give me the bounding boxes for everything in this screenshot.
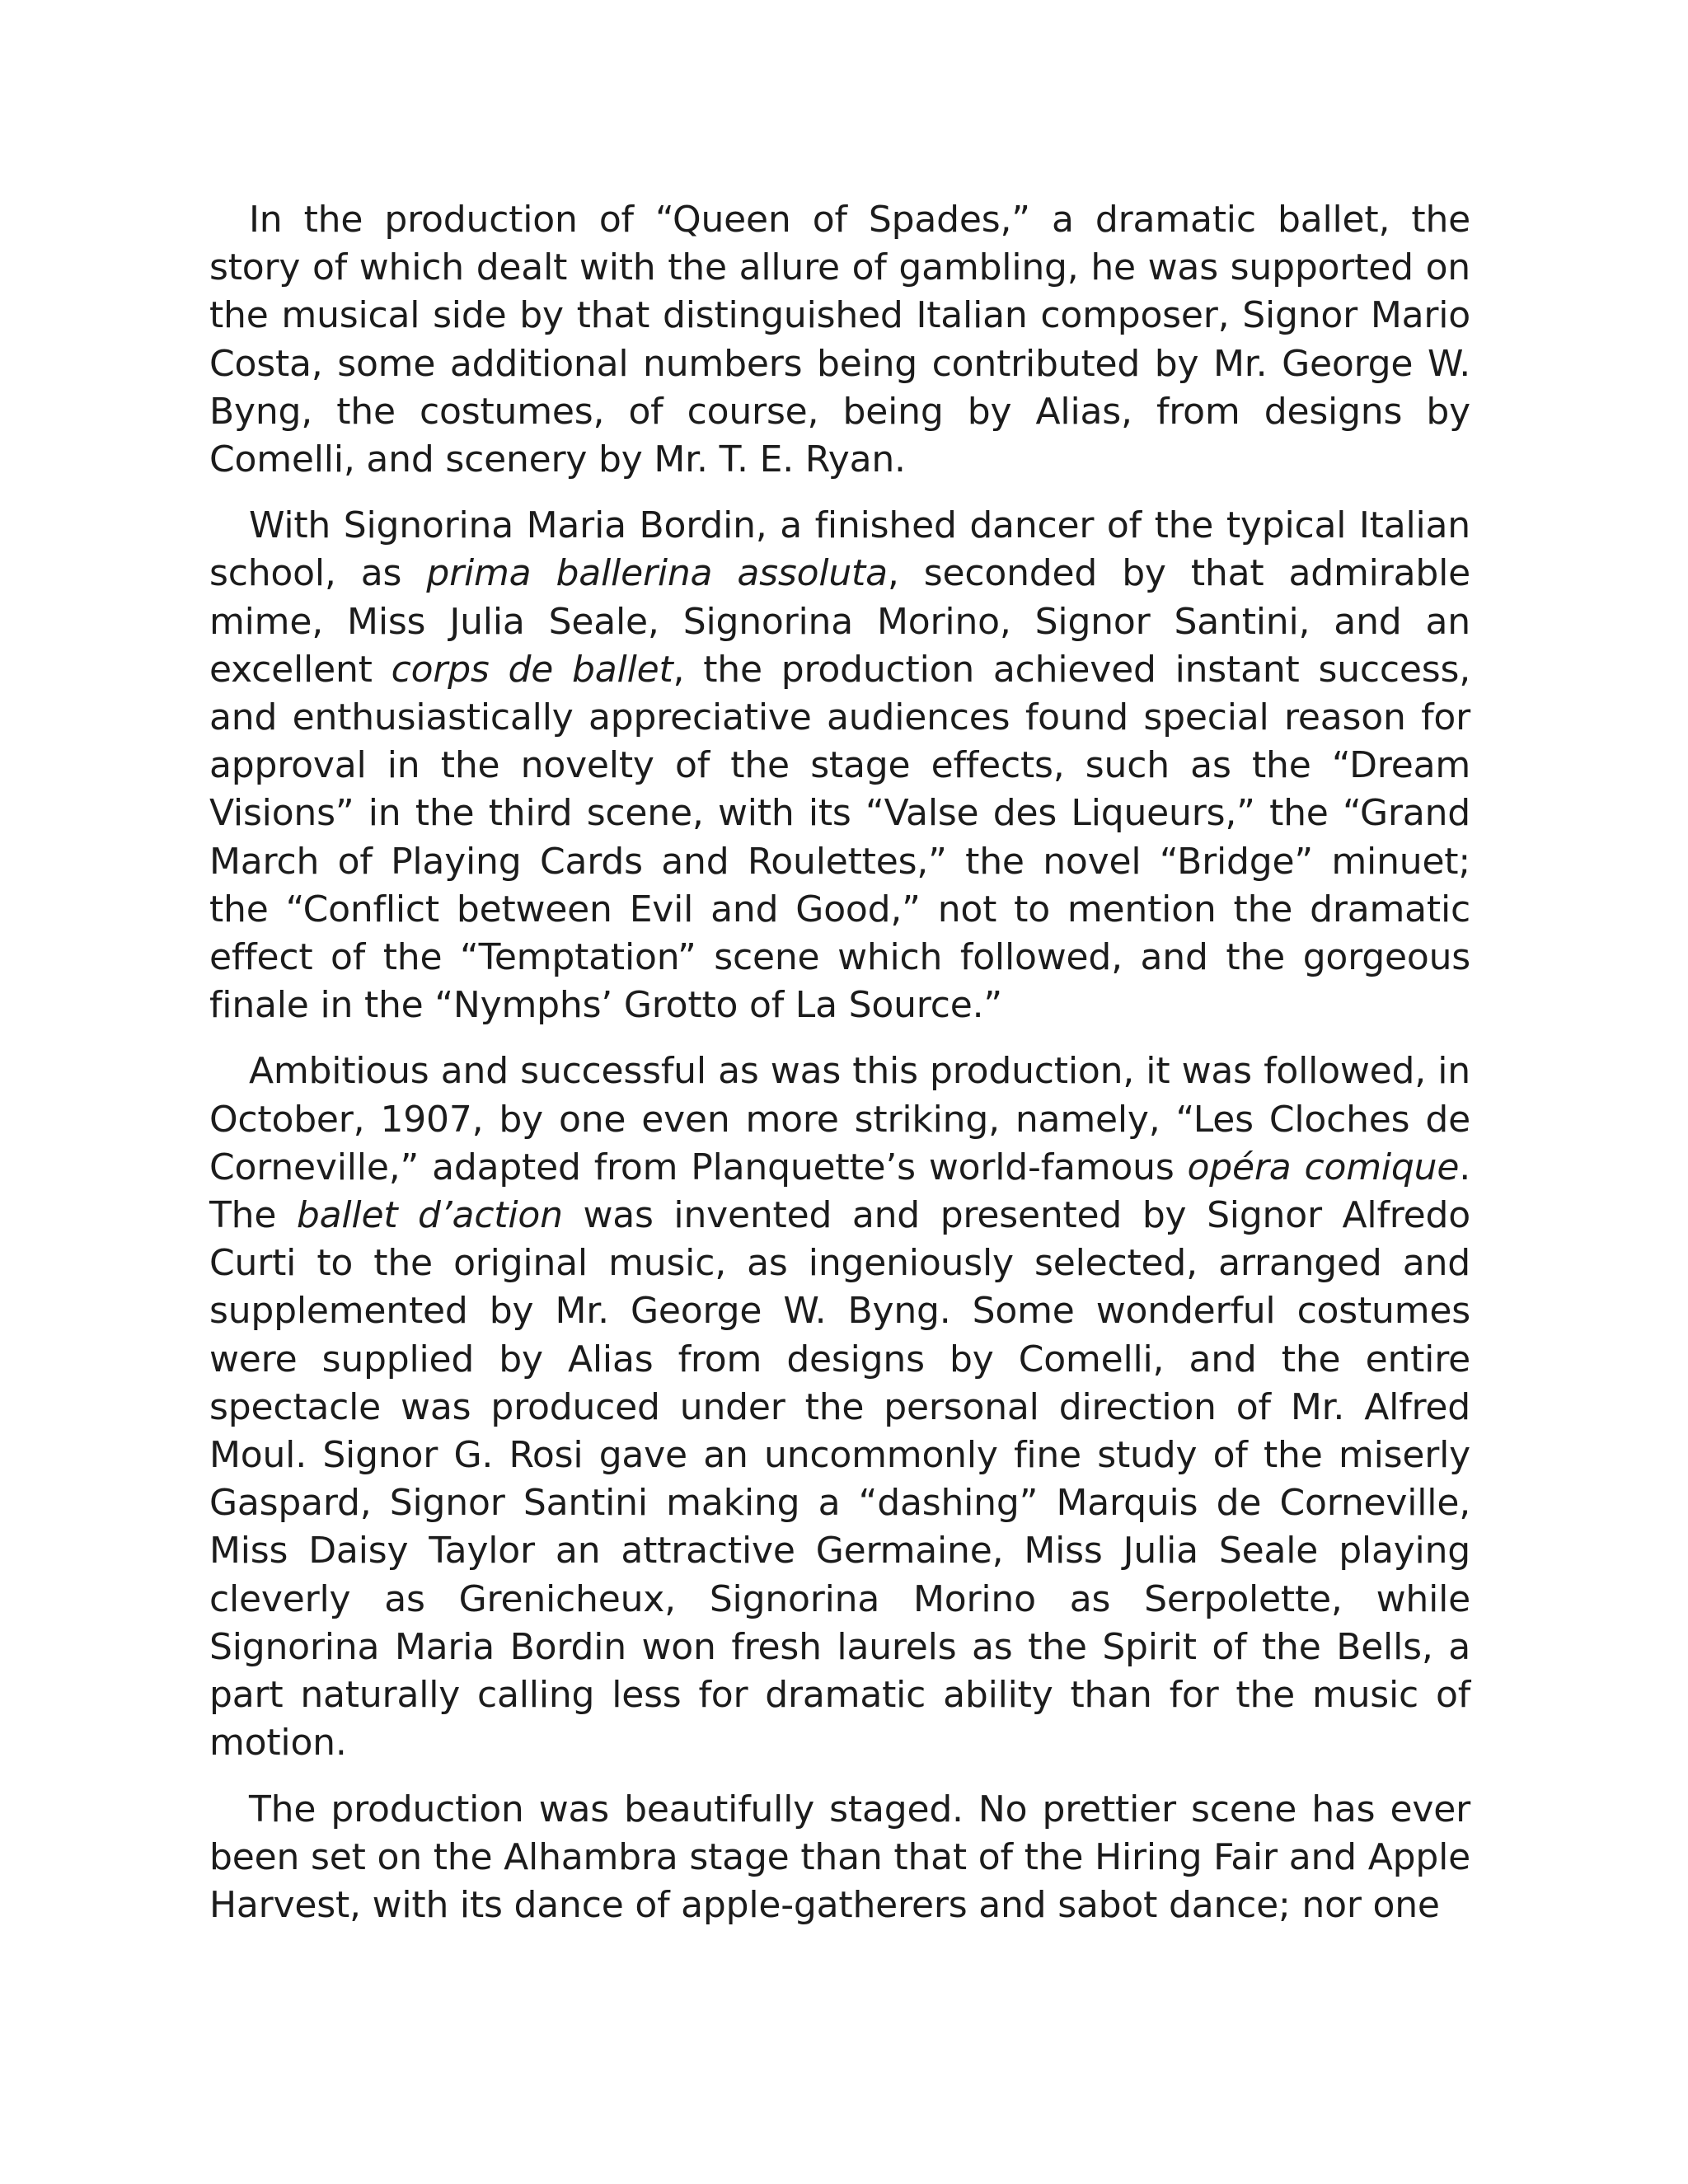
text-run: , the production achieved instant success, and enthusiastically appreciative audiences found special reason for approval in the novelty of the stage effects, such as the “Dream Visions” in the third scene, with its “Valse des Liqueurs,” the “Grand March of Playing Cards and Roulettes,” the novel “Bridge” minuet; the “Conflict between Evil and Good,” not to mention the dramatic effect of the “Temptation” scene which followed, and the gorgeous finale in the “Nymphs’ Grotto of La Source.” [209, 648, 1470, 1027]
text-run: With Signorina Maria Bordin, a finished dancer of the typical Italian school, as [209, 504, 1470, 595]
text-run: The production was beautifully staged. No prettier scene has ever been set on the Alhambra stage than that of the Hiring Fair and Apple Harvest, with its dance of apple-gatherers and sabot dance; nor one [209, 1788, 1470, 1926]
text-run: was invented and presented by Signor Alfredo Curti to the original music, as ingeniously selected, arranged and supplemented by Mr. George W. Byng. Some wonderful costumes were supplied by Alias from designs by Comelli, and the entire spectacle was produced under the personal direction of Mr. Alfred Moul. Signor G. Rosi gave an uncommonly fine study of the miserly Gaspard, Signor Santini making a “dashing” Marquis de Corneville, Miss Daisy Taylor an attractive Germaine, Miss Julia Seale playing cleverly as Grenicheux, Signorina Morino as Serpolette, while Signorina Maria Bordin won fresh laurels as the Spirit of the Bells, a part naturally calling less for dramatic ability than for the music of motion. [209, 1194, 1470, 1765]
italic-run: prima ballerina assoluta [426, 552, 888, 595]
paragraph-2 [209, 502, 1470, 1029]
italic-run: ballet d’action [296, 1194, 563, 1237]
text-run: In the production of “Queen of Spades,” a dramatic ballet, the story of which dealt with the allure of gambling, he was supported on the musical side by that distinguished Italian composer, Signor Mario Costa, some additional numbers being contributed by Mr. George W. Byng, the costumes, of course, being by Alias, from designs by Comelli, and scenery by Mr. T. E. Ryan. [209, 199, 1470, 481]
text-run: , seconded by that admirable mime, Miss Julia Seale, Signorina Morino, Signor Santini, and an excellent [209, 552, 1470, 691]
text-run: Ambitious and successful as was this production, it was followed, in October, 1907, by one even more striking, namely, “Les Cloches de Corneville,” adapted from Planquette’s world-famous [209, 1050, 1470, 1188]
paragraph-3 [209, 1047, 1470, 1767]
italic-run: opéra comique [1187, 1146, 1460, 1188]
italic-run: corps de ballet [391, 648, 673, 691]
paragraph-1 [209, 196, 1470, 484]
text-run: . The [209, 1146, 1470, 1237]
document-page [209, 196, 1470, 1947]
paragraph-4 [209, 1786, 1470, 1930]
